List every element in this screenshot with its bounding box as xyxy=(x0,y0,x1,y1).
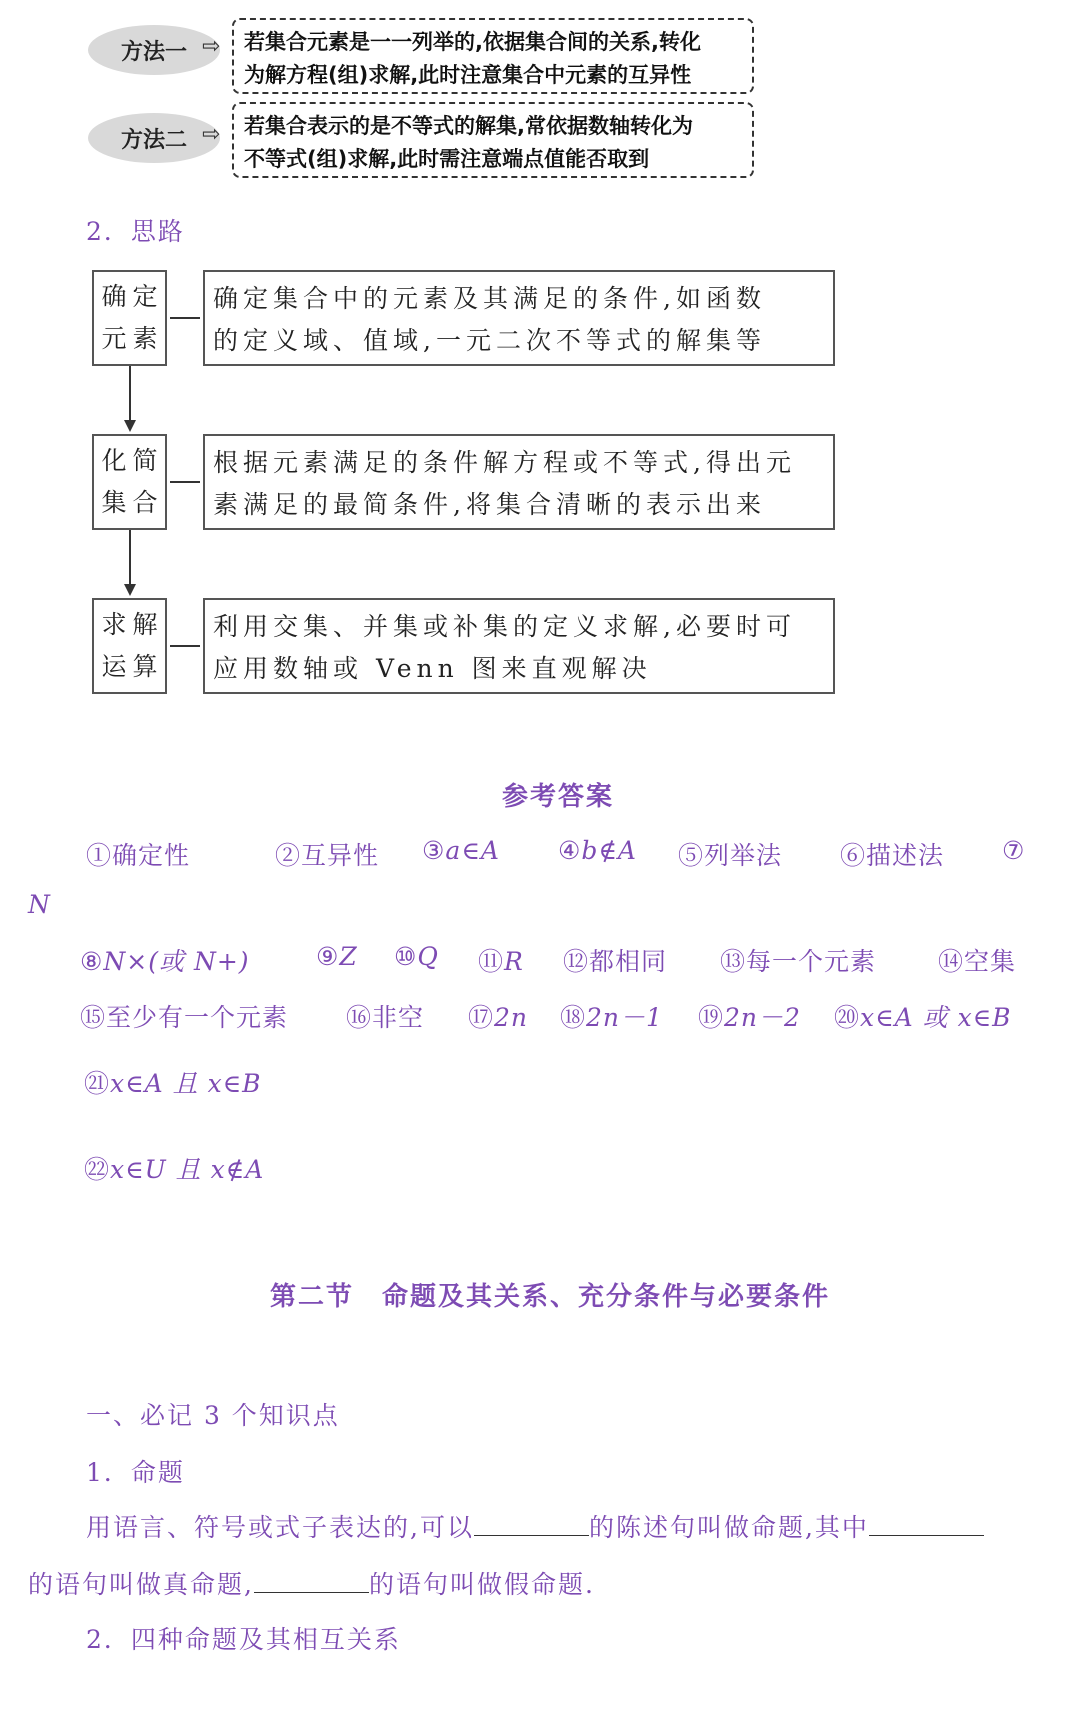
flow-connector-1 xyxy=(170,317,200,319)
thinking-title: 2．思路 xyxy=(86,217,185,246)
answer-21: ㉑x∈A 且 x∈B xyxy=(84,1069,262,1098)
fill-blank-3[interactable] xyxy=(254,1570,369,1593)
answer-5: ⑤列举法 xyxy=(678,841,783,870)
answer-8: ⑧N×(或 N+) xyxy=(80,947,250,976)
answer-heading: 参考答案 xyxy=(502,782,615,812)
flow-arrow-line-2 xyxy=(129,530,131,586)
method-1-box xyxy=(232,18,754,94)
flow-label-2: 化简 集合 xyxy=(92,434,167,530)
section-heading: 第二节 命题及其关系、充分条件与必要条件 xyxy=(270,1282,831,1312)
answer-7-text: N xyxy=(28,890,51,919)
answer-7-marker: ⑦ xyxy=(1002,836,1026,865)
method-2-line1: 若集合表示的是不等式的解集,常依据数轴转化为 xyxy=(244,114,693,138)
answer-1: ①确定性 xyxy=(86,841,191,870)
answer-19: ⑲2n－2 xyxy=(698,1003,801,1032)
flow-box-1: 确定集合中的元素及其满足的条件,如函数 的定义域、值域,一元二次不等式的解集等 xyxy=(203,270,835,366)
method-1-line1: 若集合元素是一一列举的,依据集合间的关系,转化 xyxy=(244,30,701,54)
flow-label-3: 求解 运算 xyxy=(92,598,167,694)
method-1-label: 方法一 xyxy=(88,25,220,75)
flow-arrow-line-1 xyxy=(129,366,131,422)
answer-6: ⑥描述法 xyxy=(840,841,945,870)
answer-17: ⑰2n xyxy=(468,1003,529,1032)
method-2-box xyxy=(232,102,754,178)
flow-connector-2 xyxy=(170,481,200,483)
down-arrow-icon xyxy=(124,420,136,432)
method-1-line2: 为解方程(组)求解,此时注意集合中元素的互异性 xyxy=(244,63,692,87)
answer-15: ⑮至少有一个元素 xyxy=(80,1003,289,1032)
answer-18: ⑱2n－1 xyxy=(560,1003,663,1032)
answer-3: ③a∈A xyxy=(422,836,500,865)
method-1-arrow-icon: ⇨ xyxy=(202,34,221,59)
answer-12: ⑫都相同 xyxy=(563,947,668,976)
method-2-label: 方法二 xyxy=(88,113,220,163)
answer-20: ⑳x∈A 或 x∈B xyxy=(834,1003,1012,1032)
flow-box-2: 根据元素满足的条件解方程或不等式,得出元 素满足的最简条件,将集合清晰的表示出来 xyxy=(203,434,835,530)
method-2-line2: 不等式(组)求解,此时需注意端点值能否取到 xyxy=(244,147,650,171)
answer-11: ⑪R xyxy=(478,947,524,976)
item-1-line-1: 用语言、符号或式子表达的,可以 的陈述句叫做命题,其中 xyxy=(86,1508,1036,1544)
method-2-arrow-icon: ⇨ xyxy=(202,122,221,147)
fill-blank-2[interactable] xyxy=(869,1513,984,1536)
item-1-title: 1．命题 xyxy=(86,1458,185,1487)
item-1-line-2: 的语句叫做真命题, 的语句叫做假命题. xyxy=(28,1570,595,1599)
answer-16: ⑯非空 xyxy=(346,1003,425,1032)
answer-22: ㉒x∈U 且 x∉A xyxy=(84,1155,265,1184)
answer-13: ⑬每一个元素 xyxy=(720,947,877,976)
flow-connector-3 xyxy=(170,645,200,647)
answer-14: ⑭空集 xyxy=(938,947,1017,976)
flow-box-3: 利用交集、并集或补集的定义求解,必要时可 应用数轴或 Venn 图来直观解决 xyxy=(203,598,835,694)
answer-2: ②互异性 xyxy=(275,841,380,870)
knowledge-title: 一、必记 3 个知识点 xyxy=(86,1401,340,1430)
item-2-title: 2．四种命题及其相互关系 xyxy=(86,1625,401,1654)
down-arrow-icon xyxy=(124,584,136,596)
answer-9: ⑨Z xyxy=(316,942,358,971)
flow-label-1: 确定 元素 xyxy=(92,270,167,366)
fill-blank-1[interactable] xyxy=(474,1513,589,1536)
answer-4: ④b∉A xyxy=(558,836,637,865)
answer-10: ⑩Q xyxy=(394,942,439,971)
